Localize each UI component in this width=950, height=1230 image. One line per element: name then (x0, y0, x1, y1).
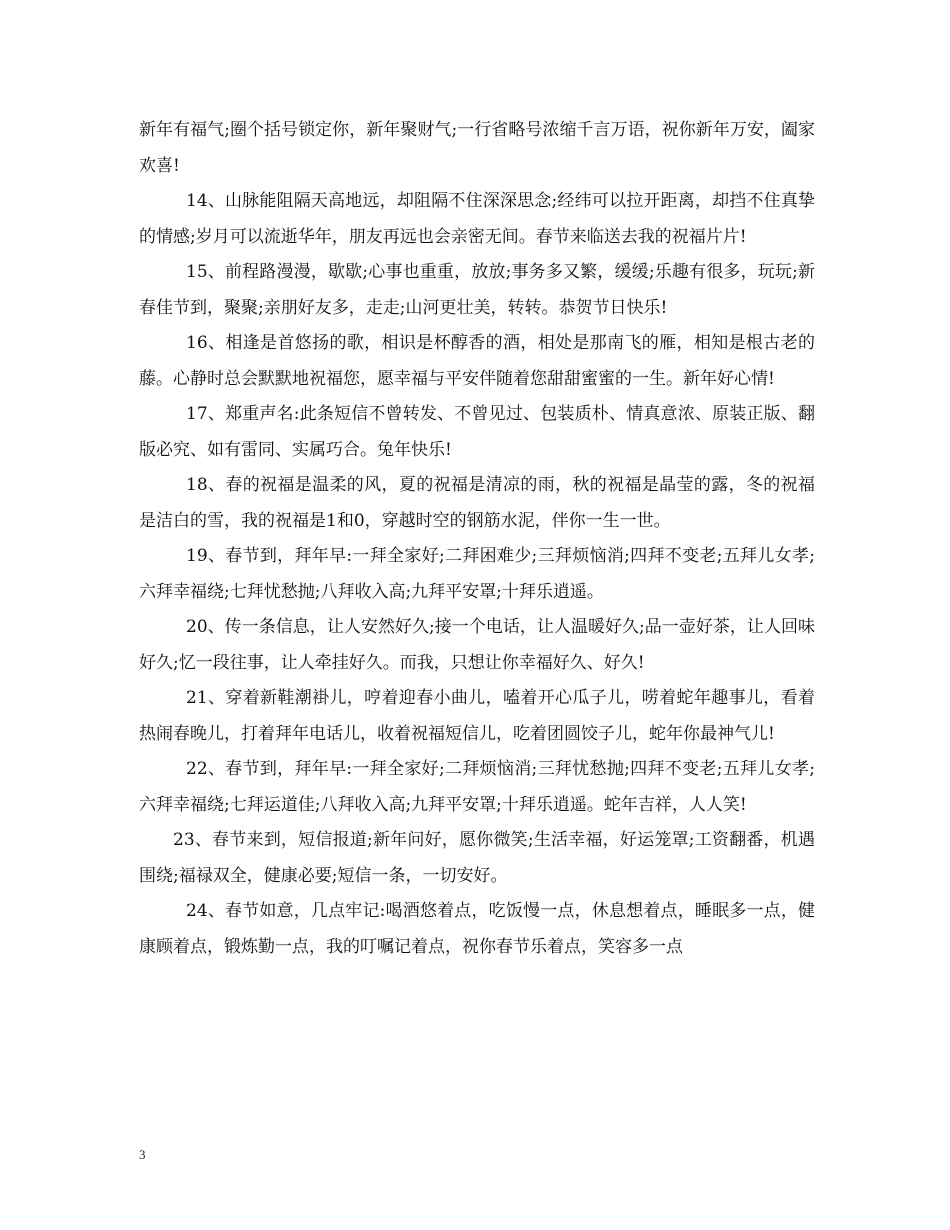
paragraph-18: 18、春的祝福是温柔的风，夏的祝福是清凉的雨，秋的祝福是晶莹的露，冬的祝福是洁白的雪，我的祝福是1和0，穿越时空的钢筋水泥，伴你一生一世。 (139, 475, 815, 531)
paragraph-16: 16、相逢是首悠扬的歌，相识是杯醇香的酒，相处是那南飞的雁，相知是根古老的藤。心静时总会默默地祝福您，愿幸福与平安伴随着您甜甜蜜蜜的一生。新年好心情! (139, 333, 815, 389)
paragraph-17: 17、郑重声名:此条短信不曾转发、不曾见过、包装质朴、情真意浓、原装正版、翻版必究、如有雷同、实属巧合。兔年快乐! (139, 404, 815, 460)
paragraph-21: 21、穿着新鞋潮褂儿，哼着迎春小曲儿，嗑着开心瓜子儿，唠着蛇年趣事儿，看着热闹春晚儿，打着拜年电话儿，收着祝福短信儿，吃着团圆饺子儿，蛇年你最神气儿! (139, 688, 815, 744)
paragraph-24: 24、春节如意，几点牢记:喝酒悠着点，吃饭慢一点，休息想着点，睡眠多一点，健康顾着点，锻炼勤一点，我的叮嘱记着点，祝你春节乐着点，笑容多一点 (139, 901, 815, 957)
document-body (139, 113, 815, 965)
paragraph-22: 22、春节到，拜年早:一拜全家好;二拜烦恼消;三拜忧愁抛;四拜不变老;五拜儿女孝;六拜幸福绕;七拜运道佳;八拜收入高;九拜平安罩;十拜乐逍遥。蛇年吉祥，人人笑! (139, 759, 815, 815)
paragraph-20: 20、传一条信息，让人安然好久;接一个电话，让人温暖好久;品一壶好茶，让人回味好久;忆一段往事，让人牵挂好久。而我，只想让你幸福好久、好久! (139, 617, 815, 673)
paragraph-15: 15、前程路漫漫，歇歇;心事也重重，放放;事务多又繁，缓缓;乐趣有很多，玩玩;新春佳节到，聚聚;亲朋好友多，走走;山河更壮美，转转。恭贺节日快乐! (139, 262, 815, 318)
paragraph-23: 23、春节来到，短信报道;新年问好，愿你微笑;生活幸福，好运笼罩;工资翻番，机遇围绕;福禄双全，健康必要;短信一条，一切安好。 (139, 830, 815, 886)
paragraph-19: 19、春节到，拜年早:一拜全家好;二拜困难少;三拜烦恼消;四拜不变老;五拜儿女孝;六拜幸福绕;七拜忧愁抛;八拜收入高;九拜平安罩;十拜乐逍遥。 (139, 546, 815, 602)
paragraph-14: 14、山脉能阻隔天高地远，却阻隔不住深深思念;经纬可以拉开距离，却挡不住真挚的情感;岁月可以流逝华年，朋友再远也会亲密无间。春节来临送去我的祝福片片! (139, 191, 815, 247)
paragraph-13-continued: 新年有福气;圈个括号锁定你，新年聚财气;一行省略号浓缩千言万语，祝你新年万安，阖家欢喜! (139, 120, 815, 176)
page-number: 3 (139, 1147, 146, 1162)
